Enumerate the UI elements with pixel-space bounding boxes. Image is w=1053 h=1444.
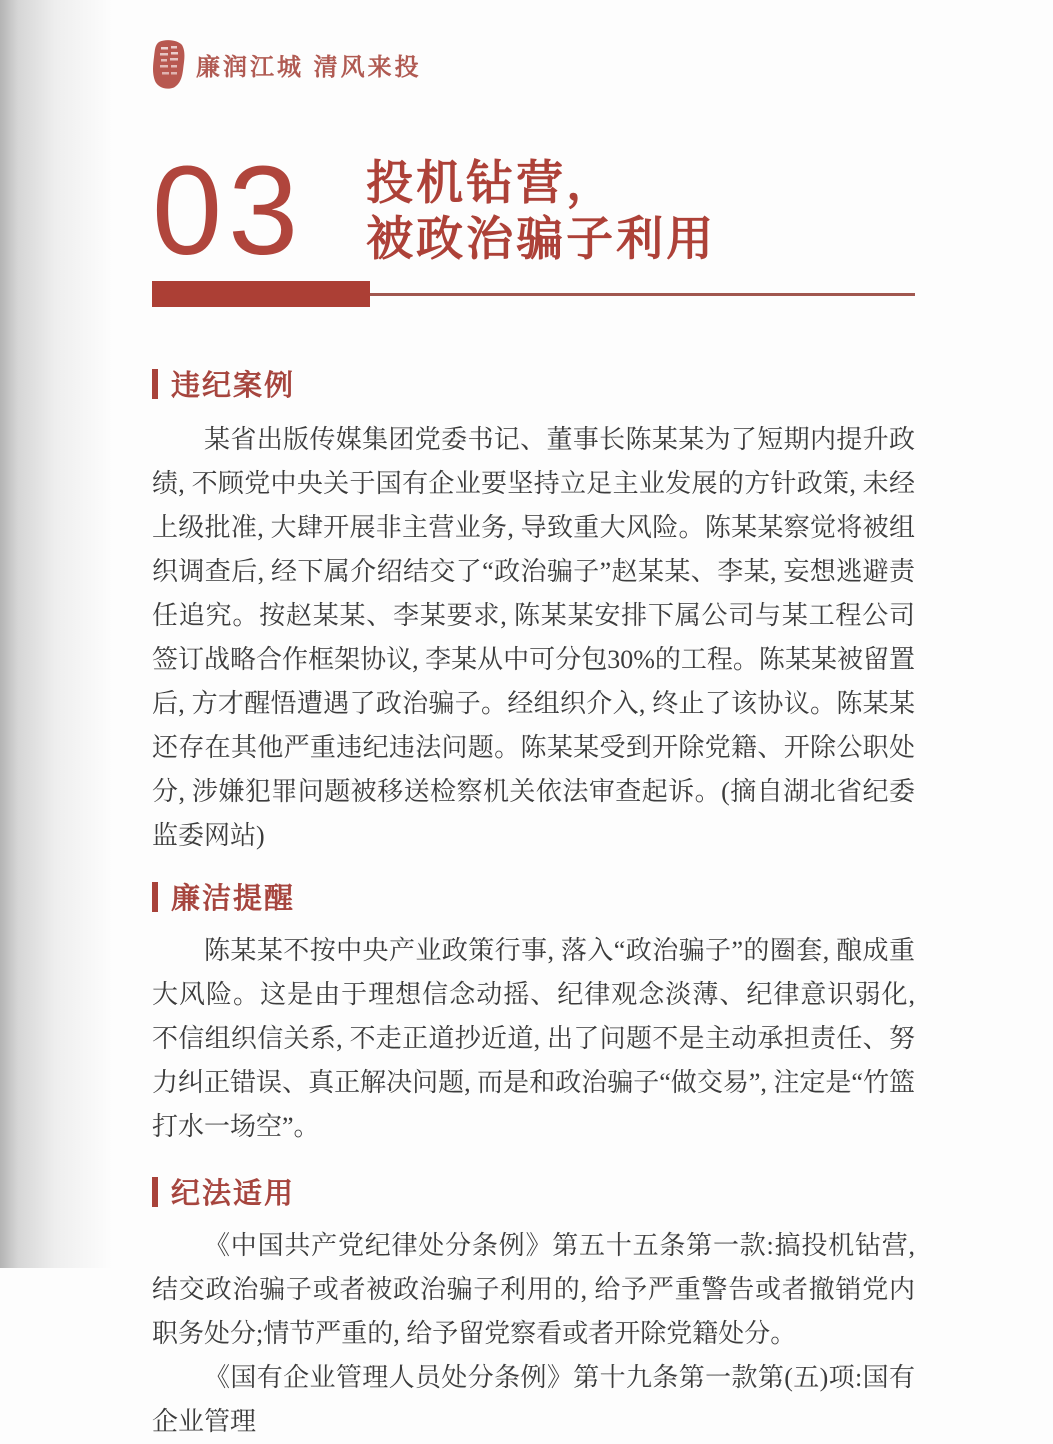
seal-stamp-icon	[152, 39, 186, 89]
section-heading-regulations	[152, 1171, 915, 1212]
paragraph: 陈某某不按中央产业政策行事, 落入“政治骗子”的圈套, 酿成重大风险。这是由于理想信念动摇、纪律观念淡薄、纪律意识弱化, 不信组织信关系, 不走正道抄近道, 出了问题不是主动承担责任、努力纠正错误、真正解决问题, 而是和政治骗子“做交易”, 注定是“竹篮打水一场空”。	[152, 936, 915, 1142]
chapter-heading	[152, 140, 915, 281]
chapter-divider	[152, 281, 915, 307]
chapter-title-line1: 投机钻营，	[366, 156, 617, 210]
paragraph: 《国有企业管理人员处分条例》第十九条第一款第(五)项:国有企业管理	[152, 1363, 915, 1437]
chapter-title	[366, 155, 716, 266]
chapter-number: 03	[152, 140, 305, 281]
paragraph: 某省出版传媒集团党委书记、董事长陈某某为了短期内提升政绩, 不顾党中央关于国有企业要坚持立足主业发展的方针政策, 未经上级批准, 大肆开展非主营业务, 导致重大风险。陈某某察觉将被组织调查后, 经下属介绍结交了“政治骗子”赵某某、李某, 妄想逃避责任追究。按赵某某、李某要求, 陈某某安排下属公司与某工程公司签订战略合作框架协议, 李某从中可分包30%的工程。陈某某被留置后, 方才醒悟遭遇了政治骗子。经组织介入, 终止了该协议。陈某某还存在其他严重违纪违法问题。陈某某受到开除党籍、开除公职处分, 涉嫌犯罪问题被移送检察机关依法审查起诉。(摘自湖北省纪委监委网站)	[152, 425, 915, 851]
chapter-title-line2: 被政治骗子利用	[366, 211, 717, 265]
section-tick-bar-icon	[152, 369, 158, 399]
divider-thin-line	[370, 293, 915, 296]
paragraph: 《中国共产党纪律处分条例》第五十五条第一款:搞投机钻营, 结交政治骗子或者被政治骗子利用的, 给予严重警告或者撤销党内职务处分;情节严重的, 给予留党察看或者开除党籍处分。	[152, 1231, 915, 1349]
section-title: 廉洁提醒	[171, 883, 296, 916]
section-heading-case	[152, 363, 915, 404]
section-body-case	[152, 418, 915, 858]
section-body-regulations	[152, 1224, 915, 1444]
brand-title: 廉润江城 清风来投	[196, 53, 422, 81]
section-tick-bar-icon	[152, 882, 158, 912]
section-tick-bar-icon	[152, 1177, 158, 1207]
section-title: 违纪案例	[171, 370, 296, 403]
section-heading-reminder	[152, 876, 915, 917]
divider-thick-bar	[152, 281, 370, 307]
section-title: 纪法适用	[171, 1178, 296, 1211]
page-header	[152, 38, 915, 90]
section-body-reminder	[152, 929, 915, 1149]
